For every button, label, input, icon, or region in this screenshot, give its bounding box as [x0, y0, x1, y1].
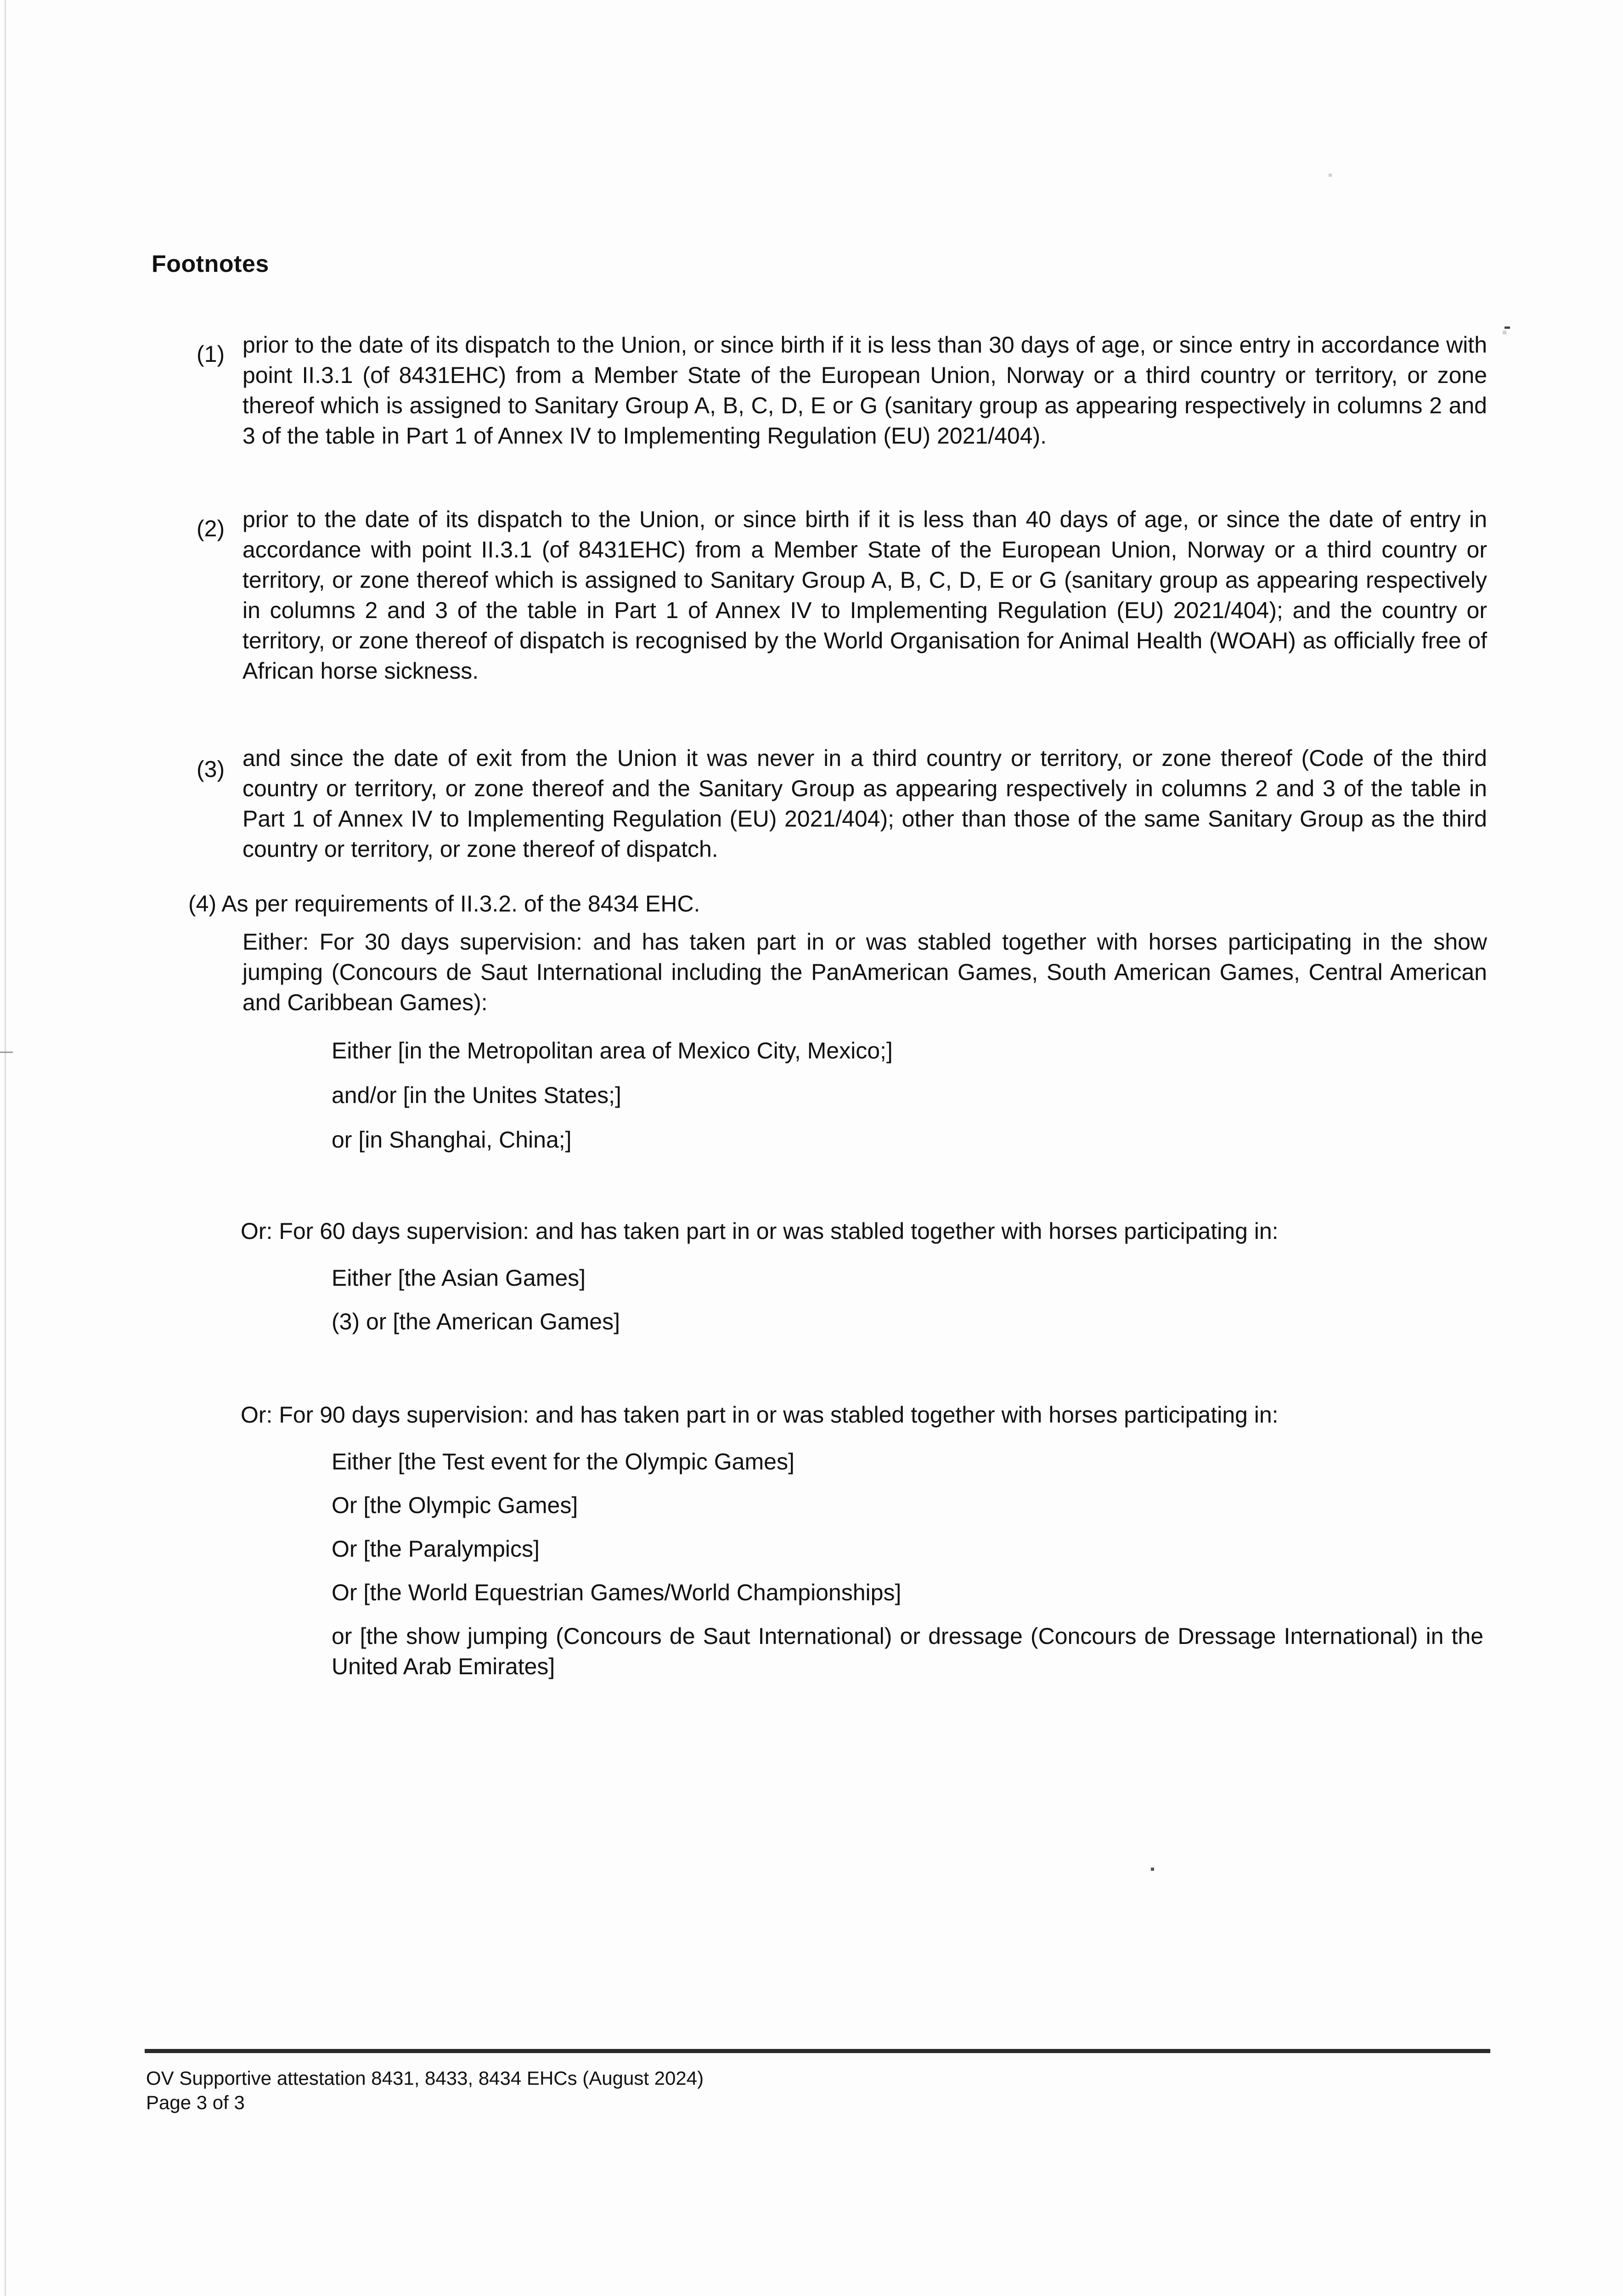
page-heading: Footnotes: [152, 251, 269, 277]
scan-speck: [1329, 174, 1332, 177]
option-60-american-games: (3) or [the American Games]: [332, 1309, 620, 1334]
option-60-asian-games: Either [the Asian Games]: [332, 1265, 586, 1291]
option-90-uae: or [the show jumping (Concours de Saut International) or dressage (Concours de Dressage International) in the United Arab Emirates]: [332, 1623, 1483, 1679]
scan-edge: [5, 0, 6, 2296]
footnote-text: and since the date of exit from the Union it was never in a third country or territory, or zone thereof (Code of the third country or territory, or zone thereof and the Sanitary Group as appearing respectively in columns 2 and 3 of the table in Part 1 of Annex IV to Implementing Regulation (EU) 2021/404); other than those of the same Sanitary Group as the third country or territory, or zone thereof of dispatch.: [242, 745, 1487, 862]
footnote-number: (3): [197, 756, 225, 782]
footnote-4-title: (4) As per requirements of II.3.2. of the 8434 EHC.: [188, 891, 700, 917]
footnote-number: (1): [197, 341, 225, 367]
option-30-united-states: and/or [in the Unites States;]: [332, 1082, 621, 1108]
footnote-text: prior to the date of its dispatch to the Union, or since birth if it is less than 30 days of age, or since entry in accordance with point II.3.1 (of 8431EHC) from a Member State of the European Union, Norway or a third country or territory, or zone thereof which is assigned to Sanitary Group A, B, C, D, E or G (sanitary group as appearing respectively in columns 2 and 3 of the table in Part 1 of Annex IV to Implementing Regulation (EU) 2021/404).: [242, 332, 1487, 449]
scan-speck: [0, 1052, 13, 1053]
scan-speck: [1503, 331, 1506, 334]
footer-rule: [145, 2049, 1490, 2053]
option-30-mexico: Either [in the Metropolitan area of Mexico City, Mexico;]: [332, 1038, 893, 1064]
supervision-60-days: Or: For 60 days supervision: and has taken part in or was stabled together with horses participating in:: [241, 1218, 1279, 1244]
footnote-number: (2): [197, 516, 225, 541]
supervision-30-days: Either: For 30 days supervision: and has taken part in or was stabled together with horses participating in the show jumping (Concours de Saut International including the PanAmerican Games, South American Games, Central American and Caribbean Games):: [242, 929, 1487, 1015]
scan-speck: [1151, 1868, 1154, 1871]
scan-speck: [1505, 326, 1510, 329]
option-90-world-equestrian: Or [the World Equestrian Games/World Championships]: [332, 1580, 902, 1605]
supervision-90-days: Or: For 90 days supervision: and has taken part in or was stabled together with horses participating in:: [241, 1402, 1279, 1428]
option-90-test-event: Either [the Test event for the Olympic Games]: [332, 1449, 795, 1474]
option-90-olympic-games: Or [the Olympic Games]: [332, 1492, 578, 1518]
option-30-shanghai: or [in Shanghai, China;]: [332, 1127, 572, 1153]
page-number: Page 3 of 3: [146, 2092, 245, 2113]
option-90-paralympics: Or [the Paralympics]: [332, 1536, 540, 1562]
footnote-text: prior to the date of its dispatch to the Union, or since birth if it is less than 40 days of age, or since the date of entry in accordance with point II.3.1 (of 8431EHC) from a Member State of the European Union, Norway or a third country or territory, or zone thereof which is assigned to Sanitary Group A, B, C, D, E or G (sanitary group as appearing respectively in columns 2 and 3 of the table in Part 1 of Annex IV to Implementing Regulation (EU) 2021/404); and the country or territory, or zone thereof of dispatch is recognised by the World Organisation for Animal Health (WOAH) as officially free of African horse sickness.: [242, 506, 1487, 684]
footer-title: OV Supportive attestation 8431, 8433, 8434 EHCs (August 2024): [146, 2067, 704, 2089]
